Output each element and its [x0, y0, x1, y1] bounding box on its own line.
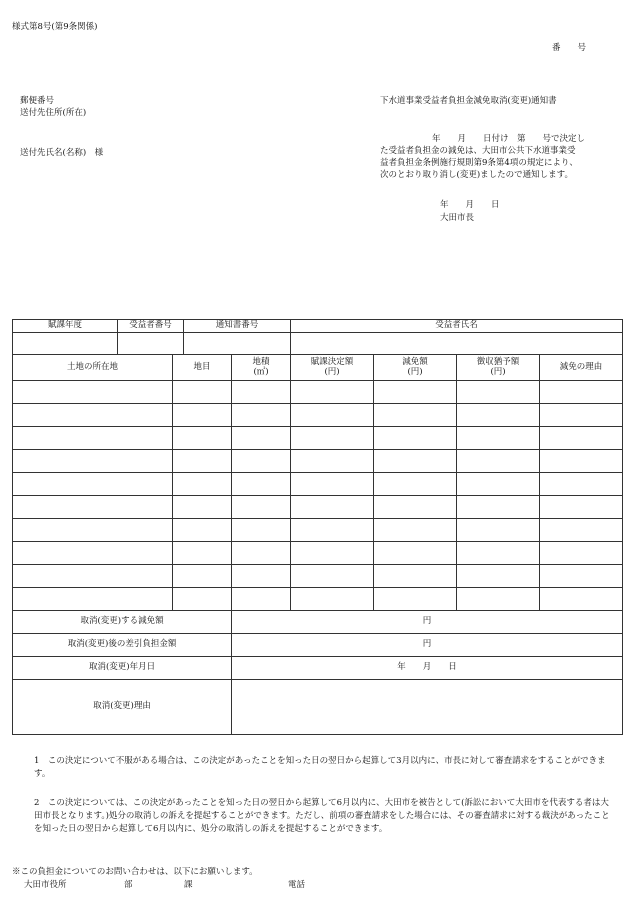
land-cell[interactable]	[232, 404, 291, 427]
reduction-amount-header: 減免額 (円)	[374, 355, 457, 381]
header-row-2	[13, 355, 623, 381]
land-cell[interactable]	[374, 450, 457, 473]
land-row	[13, 588, 623, 611]
land-row	[13, 404, 623, 427]
land-cell[interactable]	[291, 381, 374, 404]
land-cell[interactable]	[457, 450, 540, 473]
land-cell[interactable]	[540, 450, 623, 473]
land-cell[interactable]	[13, 519, 173, 542]
beneficiary-name-cell[interactable]	[291, 333, 623, 355]
land-cell[interactable]	[232, 473, 291, 496]
land-cell[interactable]	[173, 565, 232, 588]
land-row	[13, 496, 623, 519]
land-cell[interactable]	[13, 565, 173, 588]
land-cell[interactable]	[291, 450, 374, 473]
land-cell[interactable]	[540, 427, 623, 450]
inquiry-note: ※この負担金についてのお問い合わせは、以下にお願いします。	[12, 867, 258, 877]
land-cell[interactable]	[232, 588, 291, 611]
land-cell[interactable]	[457, 565, 540, 588]
after-amount-unit[interactable]: 円	[232, 634, 623, 657]
land-cell[interactable]	[374, 427, 457, 450]
land-cell[interactable]	[540, 381, 623, 404]
land-cell[interactable]	[291, 404, 374, 427]
land-cell[interactable]	[232, 542, 291, 565]
land-cell[interactable]	[13, 473, 173, 496]
land-area-header: 地積 (㎡)	[232, 355, 291, 381]
land-cell[interactable]	[173, 427, 232, 450]
beneficiary-number-cell[interactable]	[118, 333, 184, 355]
land-cell[interactable]	[232, 519, 291, 542]
reduction-table	[12, 319, 623, 735]
land-cell[interactable]	[291, 427, 374, 450]
assessed-amount-header: 賦課決定額 (円)	[291, 355, 374, 381]
notice-number-header: 通知書番号	[184, 320, 291, 333]
land-cell[interactable]	[13, 450, 173, 473]
land-cell[interactable]	[540, 542, 623, 565]
land-cell[interactable]	[457, 427, 540, 450]
land-cell[interactable]	[173, 381, 232, 404]
notice-body-line: 益者負担金条例施行規則第9条第4項の規定により、	[380, 158, 578, 168]
land-row	[13, 450, 623, 473]
cancel-date-value[interactable]: 年 月 日	[232, 657, 623, 680]
land-row	[13, 519, 623, 542]
department-label: 部	[124, 880, 133, 890]
land-cell[interactable]	[291, 473, 374, 496]
postal-code-label: 郵便番号	[20, 96, 55, 106]
land-cell[interactable]	[291, 519, 374, 542]
land-cell[interactable]	[291, 496, 374, 519]
land-cell[interactable]	[374, 565, 457, 588]
fiscal-year-header: 賦課年度	[13, 320, 118, 333]
land-cell[interactable]	[540, 473, 623, 496]
notice-number-cell[interactable]	[184, 333, 291, 355]
land-cell[interactable]	[374, 381, 457, 404]
land-cell[interactable]	[374, 588, 457, 611]
form-number-label: 様式第8号(第9条関係)	[12, 22, 98, 32]
after-amount-row	[13, 634, 623, 657]
land-cell[interactable]	[173, 496, 232, 519]
cancel-date-row	[13, 657, 623, 680]
header-values-row	[13, 333, 623, 355]
recipient-name-label: 送付先氏名(名称) 様	[20, 148, 104, 158]
land-cell[interactable]	[291, 565, 374, 588]
land-row	[13, 381, 623, 404]
notice-body-line: 次のとおり取り消し(変更)ましたので通知します。	[380, 170, 573, 180]
office-name: 大田市役所	[24, 880, 67, 890]
note-lawsuit: 2 この決定については、この決定があったことを知った日の翌日から起算して6月以内に、大田市を被告として(訴訟において大田市を代表する者は大田市長となります。)処分の取消しの訴えを提起することができます。ただし、前項の審査請求をした場合には、その審査請求に対する裁決があったことを知った日の翌日から起算して6月以内に、処分の取消しの訴えを提起することができます。	[34, 798, 610, 834]
land-cell[interactable]	[173, 542, 232, 565]
notice-date: 年 月 日	[440, 200, 500, 210]
land-cell[interactable]	[13, 381, 173, 404]
land-cell[interactable]	[173, 450, 232, 473]
cancel-reason-row	[13, 680, 623, 735]
header-row-1	[13, 320, 623, 333]
land-row	[13, 427, 623, 450]
land-row	[13, 473, 623, 496]
land-cell[interactable]	[232, 427, 291, 450]
notice-body-line: た受益者負担金の減免は、大田市公共下水道事業受	[380, 146, 576, 156]
land-cell[interactable]	[173, 473, 232, 496]
notice-body-line: 年 月 日付け 第 号で決定し	[432, 134, 586, 144]
land-cell[interactable]	[374, 519, 457, 542]
issuer-name: 大田市長	[440, 213, 475, 223]
land-cell[interactable]	[457, 588, 540, 611]
land-cell[interactable]	[232, 565, 291, 588]
note-appeal: 1 この決定について不服がある場合は、この決定があったことを知った日の翌日から起算して3月以内に、市長に対して審査請求をすることができます。	[34, 756, 606, 779]
land-category-header: 地目	[173, 355, 232, 381]
land-cell[interactable]	[13, 542, 173, 565]
cancel-reason-cell[interactable]	[232, 680, 623, 735]
land-cell[interactable]	[457, 473, 540, 496]
land-cell[interactable]	[457, 519, 540, 542]
land-cell[interactable]	[13, 588, 173, 611]
land-cell[interactable]	[13, 427, 173, 450]
beneficiary-number-header: 受益者番号	[118, 320, 184, 333]
land-cell[interactable]	[173, 404, 232, 427]
cancel-amount-unit[interactable]: 円	[232, 611, 623, 634]
land-cell[interactable]	[540, 496, 623, 519]
land-cell[interactable]	[457, 542, 540, 565]
after-amount-label: 取消(変更)後の差引負担金額	[13, 634, 232, 657]
deferral-amount-header: 徴収猶予額 (円)	[457, 355, 540, 381]
land-cell[interactable]	[232, 496, 291, 519]
notice-title: 下水道事業受益者負担金減免取消(変更)通知書	[380, 96, 557, 106]
land-cell[interactable]	[540, 519, 623, 542]
land-cell[interactable]	[540, 565, 623, 588]
land-cell[interactable]	[13, 404, 173, 427]
land-cell[interactable]	[291, 588, 374, 611]
land-cell[interactable]	[374, 496, 457, 519]
reduction-reason-header: 減免の理由	[540, 355, 623, 381]
fiscal-year-cell[interactable]	[13, 333, 118, 355]
phone-label: 電話	[288, 880, 306, 890]
land-cell[interactable]	[291, 542, 374, 565]
land-cell[interactable]	[13, 496, 173, 519]
land-rows	[13, 381, 623, 611]
beneficiary-name-header: 受益者氏名	[291, 320, 623, 333]
section-label: 課	[184, 880, 193, 890]
land-row	[13, 565, 623, 588]
land-cell[interactable]	[374, 542, 457, 565]
land-cell[interactable]	[540, 588, 623, 611]
cancel-amount-label: 取消(変更)する減免額	[13, 611, 232, 634]
land-cell[interactable]	[374, 473, 457, 496]
land-cell[interactable]	[374, 404, 457, 427]
land-cell[interactable]	[540, 404, 623, 427]
land-cell[interactable]	[232, 450, 291, 473]
land-cell[interactable]	[173, 588, 232, 611]
land-cell[interactable]	[457, 404, 540, 427]
land-cell[interactable]	[173, 519, 232, 542]
land-cell[interactable]	[232, 381, 291, 404]
land-cell[interactable]	[457, 381, 540, 404]
land-cell[interactable]	[457, 496, 540, 519]
cancel-date-label: 取消(変更)年月日	[13, 657, 232, 680]
document-number-label: 番 号	[552, 43, 587, 53]
cancel-amount-row	[13, 611, 623, 634]
land-row	[13, 542, 623, 565]
cancel-reason-label: 取消(変更)理由	[13, 680, 232, 735]
land-location-header: 土地の所在地	[13, 355, 173, 381]
address-label: 送付先住所(所在)	[20, 108, 87, 118]
